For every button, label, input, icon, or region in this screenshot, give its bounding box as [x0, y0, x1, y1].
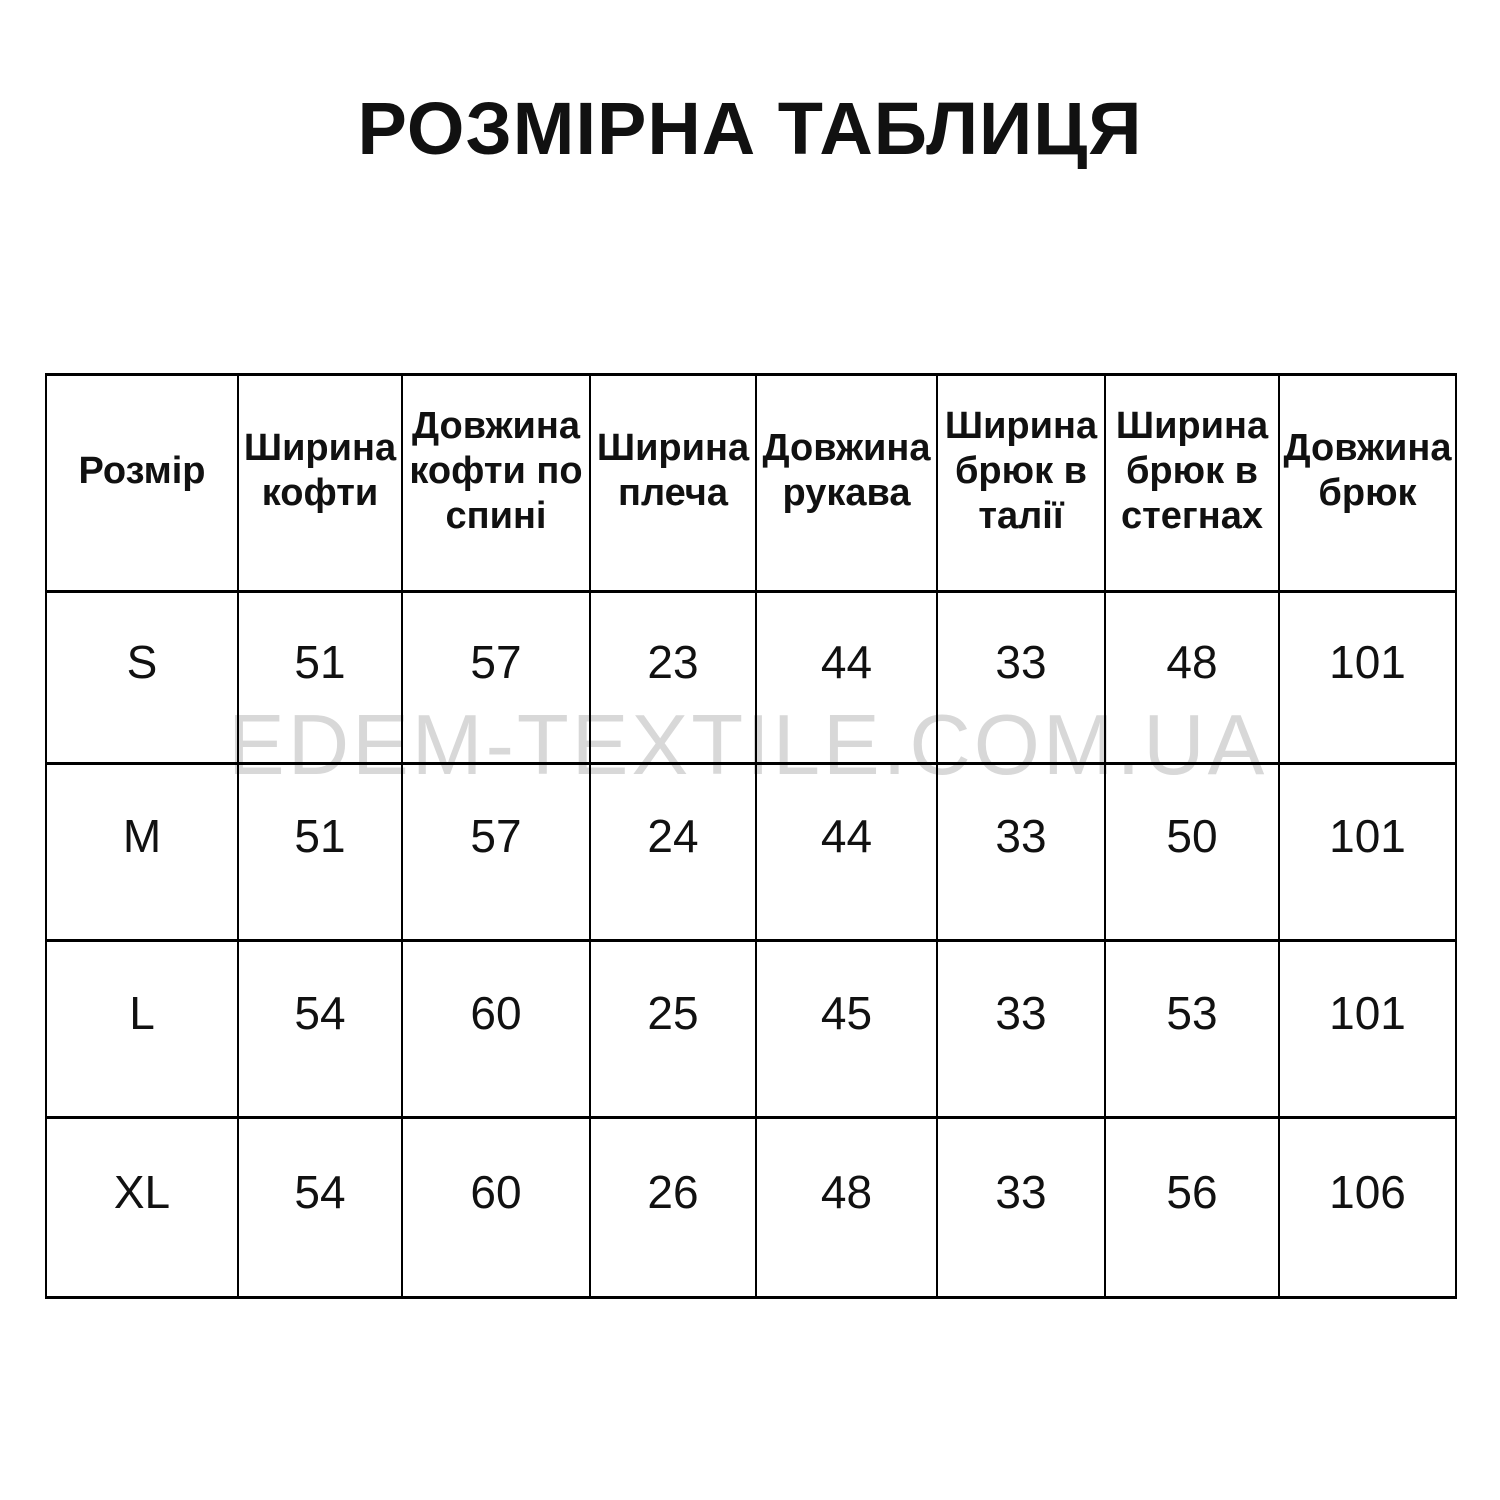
header-cell-shoulder-width: Ширина плеча [590, 375, 756, 592]
value-cell: 51 [238, 764, 402, 941]
header-cell-waist-width: Ширина брюк в талії [937, 375, 1105, 592]
table-row-l [46, 941, 1456, 1118]
value-cell: 33 [937, 592, 1105, 764]
value-cell: 26 [590, 1118, 756, 1298]
size-table [45, 373, 1457, 1299]
value-cell: 33 [937, 1118, 1105, 1298]
page-title: РОЗМІРНА ТАБЛИЦЯ [357, 87, 1143, 170]
value-cell: 101 [1279, 941, 1456, 1118]
value-cell: 57 [402, 764, 590, 941]
table-row-s [46, 592, 1456, 764]
value-cell: 54 [238, 1118, 402, 1298]
value-cell: 60 [402, 1118, 590, 1298]
header-cell-sleeve-length: Довжина рукава [756, 375, 937, 592]
size-label: XL [46, 1118, 238, 1298]
header-cell-top-length: Довжина кофти по спині [402, 375, 590, 592]
value-cell: 106 [1279, 1118, 1456, 1298]
value-cell: 25 [590, 941, 756, 1118]
value-cell: 44 [756, 592, 937, 764]
value-cell: 51 [238, 592, 402, 764]
table-row-m [46, 764, 1456, 941]
value-cell: 54 [238, 941, 402, 1118]
value-cell: 48 [1105, 592, 1279, 764]
value-cell: 44 [756, 764, 937, 941]
value-cell: 48 [756, 1118, 937, 1298]
watermark-text: EDEM-TEXTILE.COM.UA [228, 698, 1268, 793]
value-cell: 53 [1105, 941, 1279, 1118]
value-cell: 60 [402, 941, 590, 1118]
value-cell: 33 [937, 764, 1105, 941]
value-cell: 56 [1105, 1118, 1279, 1298]
header-cell-top-width: Ширина кофти [238, 375, 402, 592]
table-row-xl [46, 1118, 1456, 1298]
value-cell: 33 [937, 941, 1105, 1118]
value-cell: 57 [402, 592, 590, 764]
value-cell: 23 [590, 592, 756, 764]
size-label: L [46, 941, 238, 1118]
size-label: M [46, 764, 238, 941]
value-cell: 24 [590, 764, 756, 941]
header-row [46, 375, 1456, 592]
size-label: S [46, 592, 238, 764]
value-cell: 45 [756, 941, 937, 1118]
header-cell-pants-length: Довжина брюк [1279, 375, 1456, 592]
value-cell: 101 [1279, 592, 1456, 764]
value-cell: 101 [1279, 764, 1456, 941]
header-cell-hip-width: Ширина брюк в стегнах [1105, 375, 1279, 592]
header-cell-size: Розмір [46, 375, 238, 592]
value-cell: 50 [1105, 764, 1279, 941]
